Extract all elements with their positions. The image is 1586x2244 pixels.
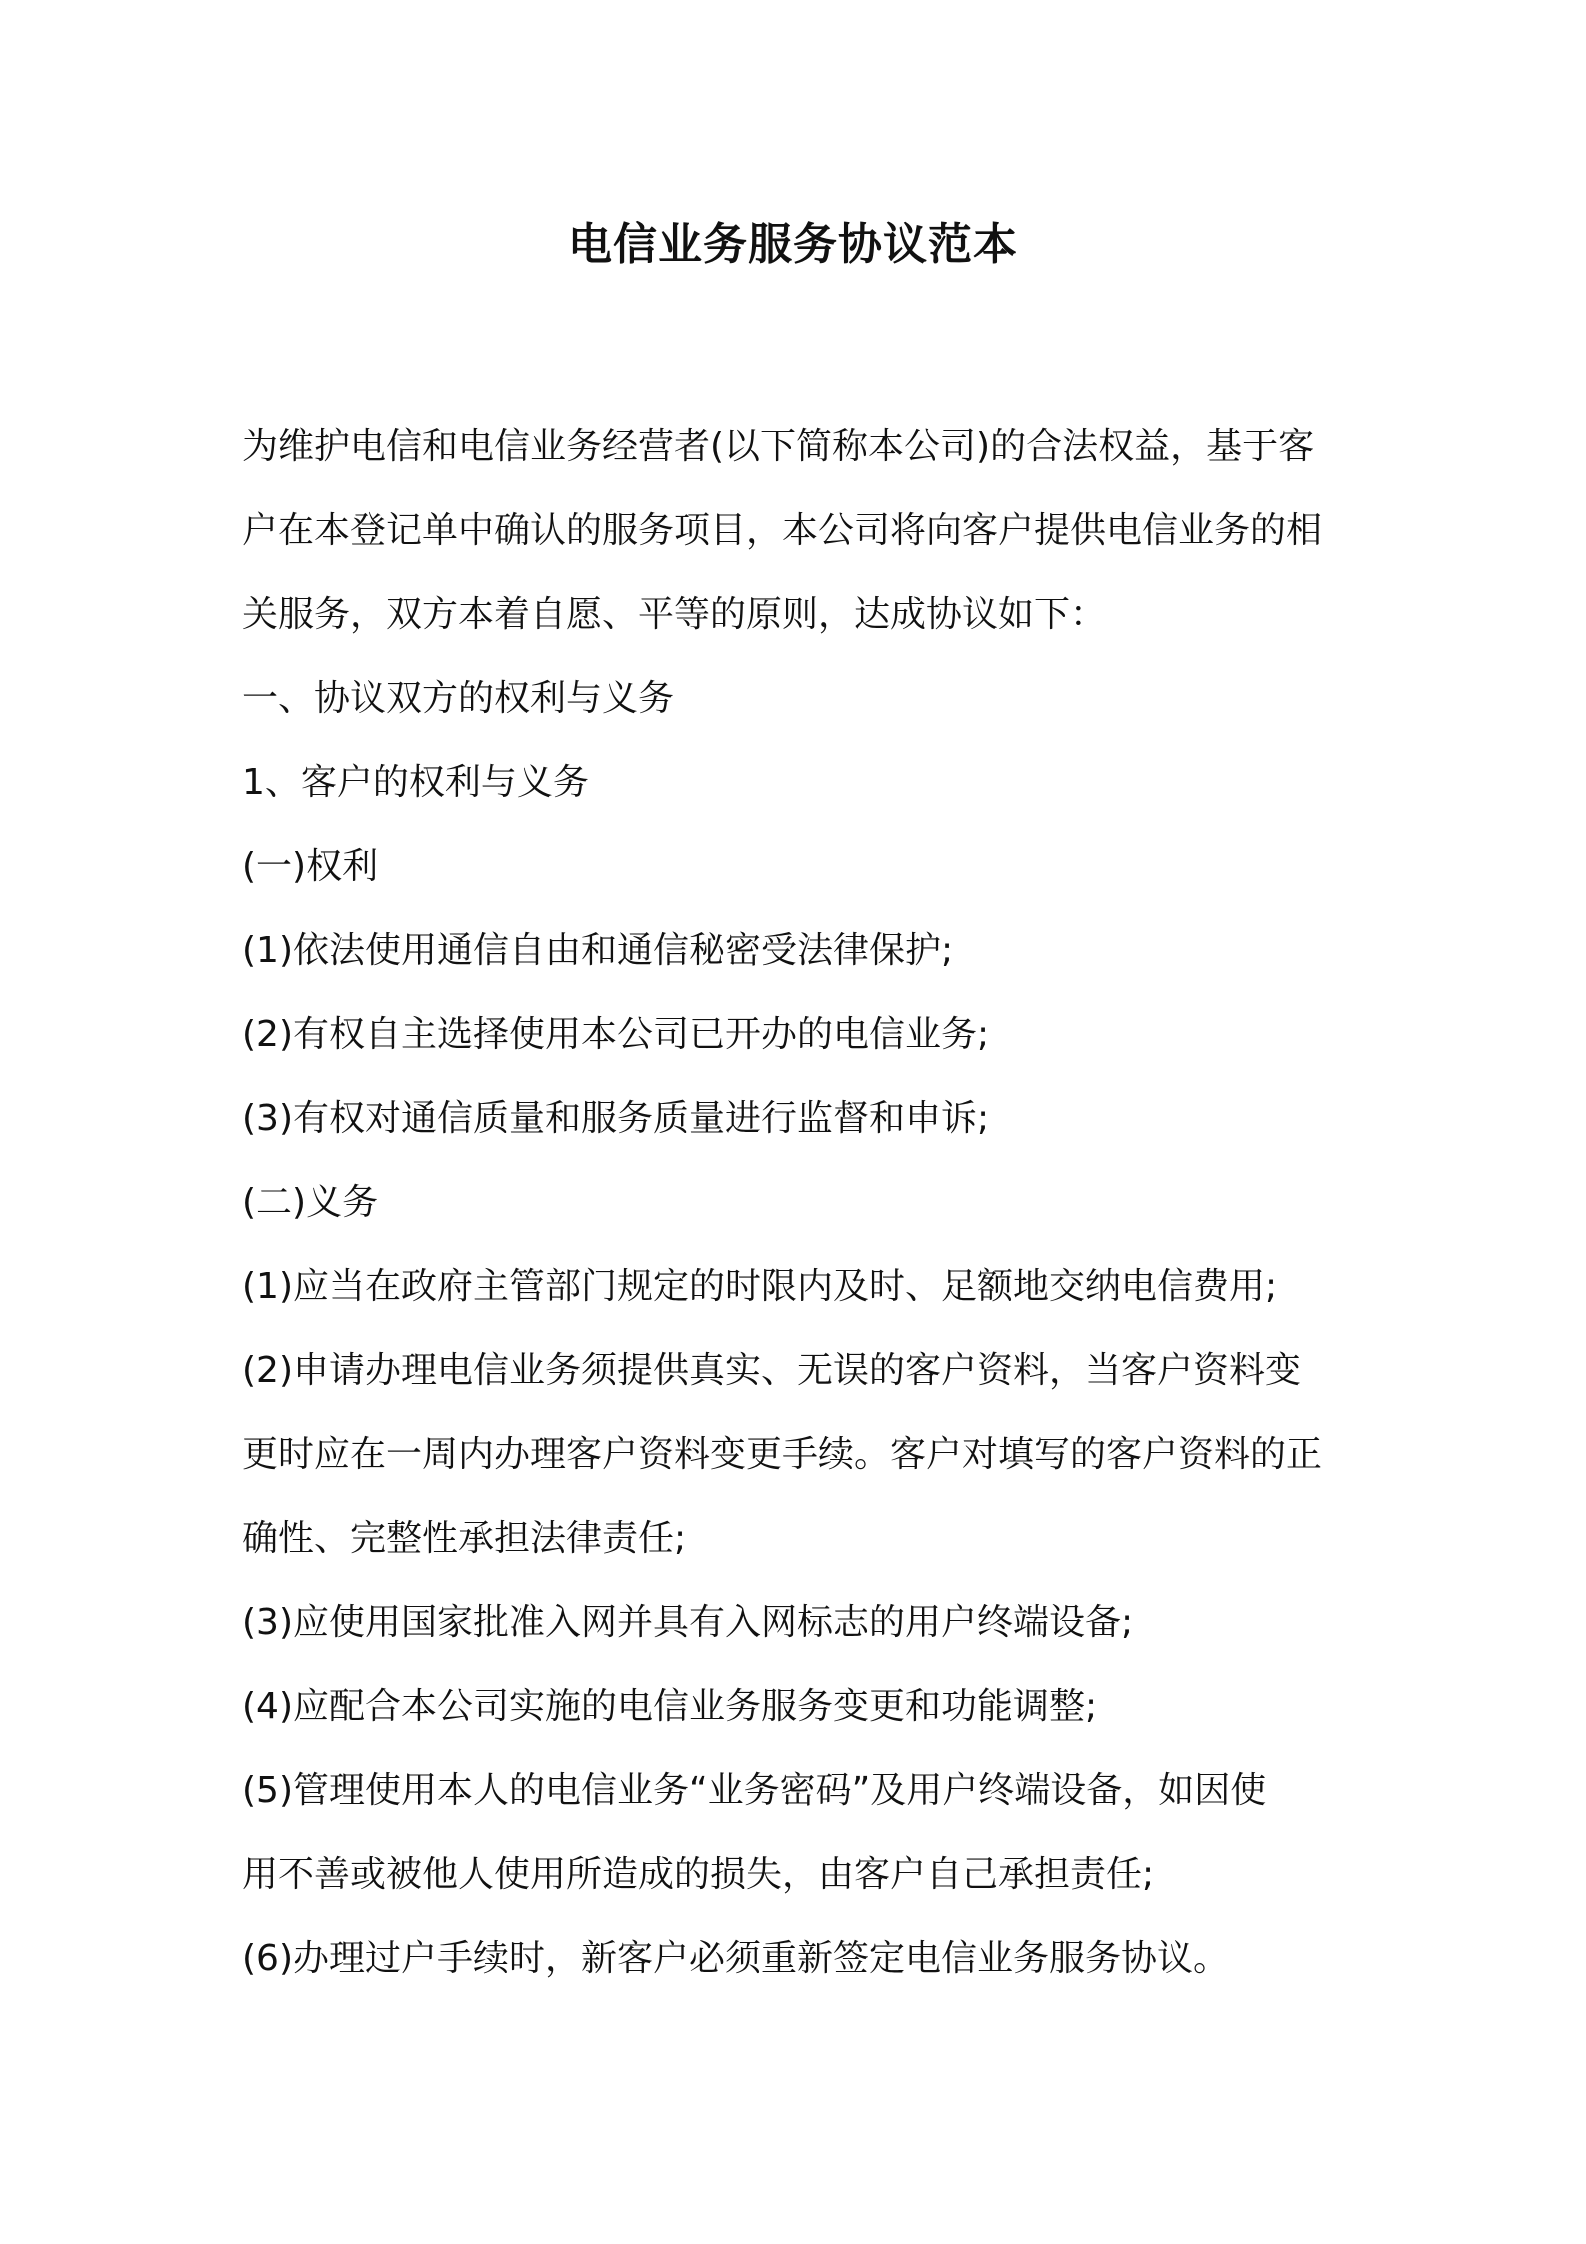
rights-item-3: (3)有权对通信质量和服务质量进行监督和申诉;	[242, 1098, 990, 1139]
obligations-item-2-line-3: 确性、完整性承担法律责任;	[242, 1518, 687, 1559]
obligations-item-6: (6)办理过户手续时，新客户必须重新签定电信业务服务协议。	[242, 1938, 1229, 1979]
rights-item-2: (2)有权自主选择使用本公司已开办的电信业务;	[242, 1014, 990, 1055]
section-heading: 一、协议双方的权利与义务	[242, 678, 675, 719]
body-line-preamble-2: 户在本登记单中确认的服务项目，本公司将向客户提供电信业务的相	[242, 510, 1323, 551]
obligations-item-5-line-2: 用不善或被他人使用所造成的损失，由客户自己承担责任;	[242, 1854, 1155, 1895]
body-line-preamble-3: 关服务，双方本着自愿、平等的原则，达成协议如下：	[242, 594, 1107, 635]
obligations-item-1: (1)应当在政府主管部门规定的时限内及时、足额地交纳电信费用;	[242, 1266, 1278, 1307]
body-line-preamble-1: 为维护电信和电信业务经营者(以下简称本公司)的合法权益，基于客	[242, 426, 1315, 467]
obligations-item-2-line-1: (2)申请办理电信业务须提供真实、无误的客户资料，当客户资料变	[242, 1350, 1301, 1391]
rights-heading: (一)权利	[242, 846, 379, 887]
document-body	[242, 405, 1354, 2001]
obligations-item-4: (4)应配合本公司实施的电信业务服务变更和功能调整;	[242, 1686, 1098, 1727]
obligations-item-5-line-1: (5)管理使用本人的电信业务“业务密码”及用户终端设备，如因使	[242, 1770, 1267, 1811]
obligations-heading: (二)义务	[242, 1182, 379, 1223]
obligations-item-2-line-2: 更时应在一周内办理客户资料变更手续。客户对填写的客户资料的正	[242, 1434, 1323, 1475]
subsection-heading: 1、客户的权利与义务	[242, 762, 589, 803]
document-title: 电信业务服务协议范本	[568, 219, 1018, 270]
obligations-item-3: (3)应使用国家批准入网并具有入网标志的用户终端设备;	[242, 1602, 1134, 1643]
rights-item-1: (1)依法使用通信自由和通信秘密受法律保护;	[242, 930, 954, 971]
